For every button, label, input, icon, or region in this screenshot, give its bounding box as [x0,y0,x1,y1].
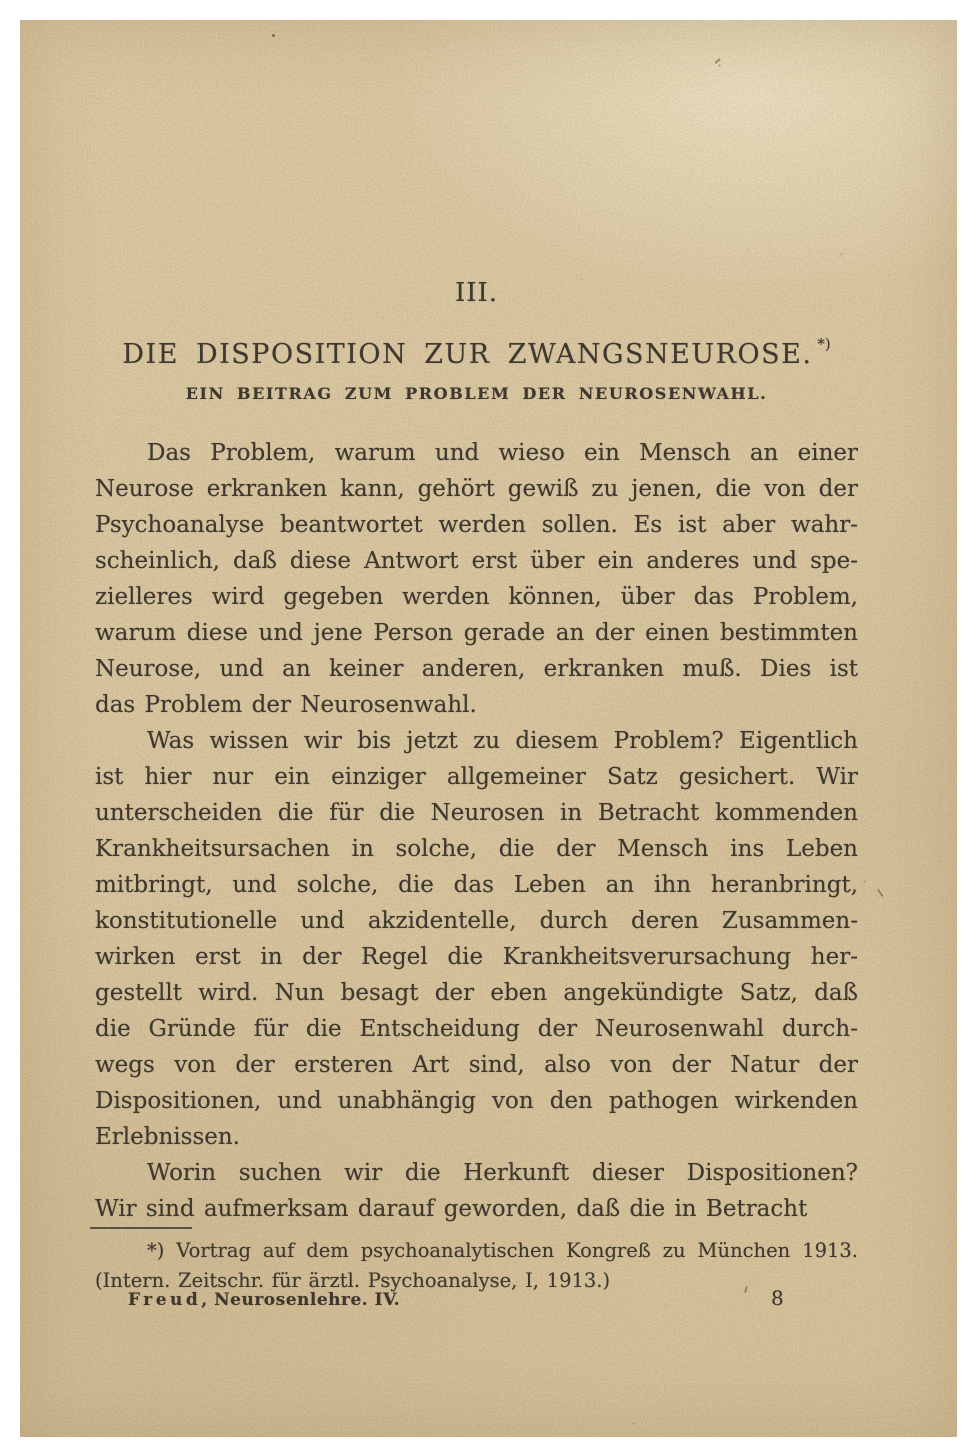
body-line: die Gründe für die Entscheidung der Neurosenwahl durch- [95,1016,858,1042]
body-line: mitbringt, und solche, die das Leben an ihn heranbringt, [95,872,858,898]
body-line: Krankheitsursachen in solche, die der Mensch ins Leben [95,836,858,862]
scratch-mark [877,889,883,897]
page-title-text: DIE DISPOSITION ZUR ZWANGSNEUROSE. [122,339,813,370]
body-line: Neurose erkranken kann, gehört gewiß zu jenen, die von der [95,476,858,502]
running-title [128,1290,400,1310]
body-line: Was wissen wir bis jetzt zu diesem Problem? Eigentlich [147,728,858,754]
scanned-book-page [20,20,957,1437]
page-subtitle: EIN BEITRAG ZUM PROBLEM DER NEUROSENWAHL. [185,384,768,403]
body-line: wegs von der ersteren Art sind, also von der Natur der [95,1052,858,1078]
footnote [95,1236,858,1296]
paper-specks [20,20,23,23]
body-line: Worin suchen wir die Herkunft dieser Dispositionen? [147,1160,858,1186]
running-title-author: Freud [128,1290,202,1310]
body-line: gestellt wird. Nun besagt der eben angekündigte Satz, daß [95,980,858,1006]
body-line: zielleres wird gegeben werden können, über das Problem, [95,584,858,610]
body-line: scheinlich, daß diese Antwort erst über ein anderes und spe- [95,548,858,574]
footnote-rule [90,1227,192,1229]
running-title-series: , Neurosenlehre. IV. [201,1290,401,1310]
footnote-line: *) Vortrag auf dem psychoanalytischen Kongreß zu München 1913. [147,1239,858,1262]
body-line: wirken erst in der Regel die Krankheitsverursachung her- [95,944,858,970]
chapter-number: III. [454,278,499,308]
page-number: 8 [771,1286,784,1310]
body-line: warum diese und jene Person gerade an der einen bestimmten [95,620,858,646]
body-line: konstitutionelle und akzidentelle, durch deren Zusammen- [95,908,858,934]
body-line: das Problem der Neurosenwahl. [95,692,477,718]
title-footnote-marker: *) [817,335,831,353]
body-line: Dispositionen, und unabhängig von den pathogen wirkenden [95,1088,858,1114]
body-line: Neurose, und an keiner anderen, erkranken muß. Dies ist [95,656,858,682]
page-footer [95,1286,858,1320]
body-line: Wir sind aufmerksam darauf geworden, daß die in Betracht [95,1196,808,1222]
body-line: ist hier nur ein einziger allgemeiner Satz gesichert. Wir [95,764,858,790]
scratch-mark [714,58,720,64]
page-title [95,335,858,370]
footnote-line: (Intern. Zeitschr. für ärztl. Psychoanalyse, I, 1913.) [95,1269,611,1292]
body-text [95,435,858,1227]
body-line: Psychoanalyse beantwortet werden sollen. Es ist aber wahr- [95,512,858,538]
body-line: Das Problem, warum und wieso ein Mensch an einer [147,440,858,466]
body-line: Erlebnissen. [95,1124,240,1150]
body-line: unterscheiden die für die Neurosen in Betracht kommenden [95,800,858,826]
